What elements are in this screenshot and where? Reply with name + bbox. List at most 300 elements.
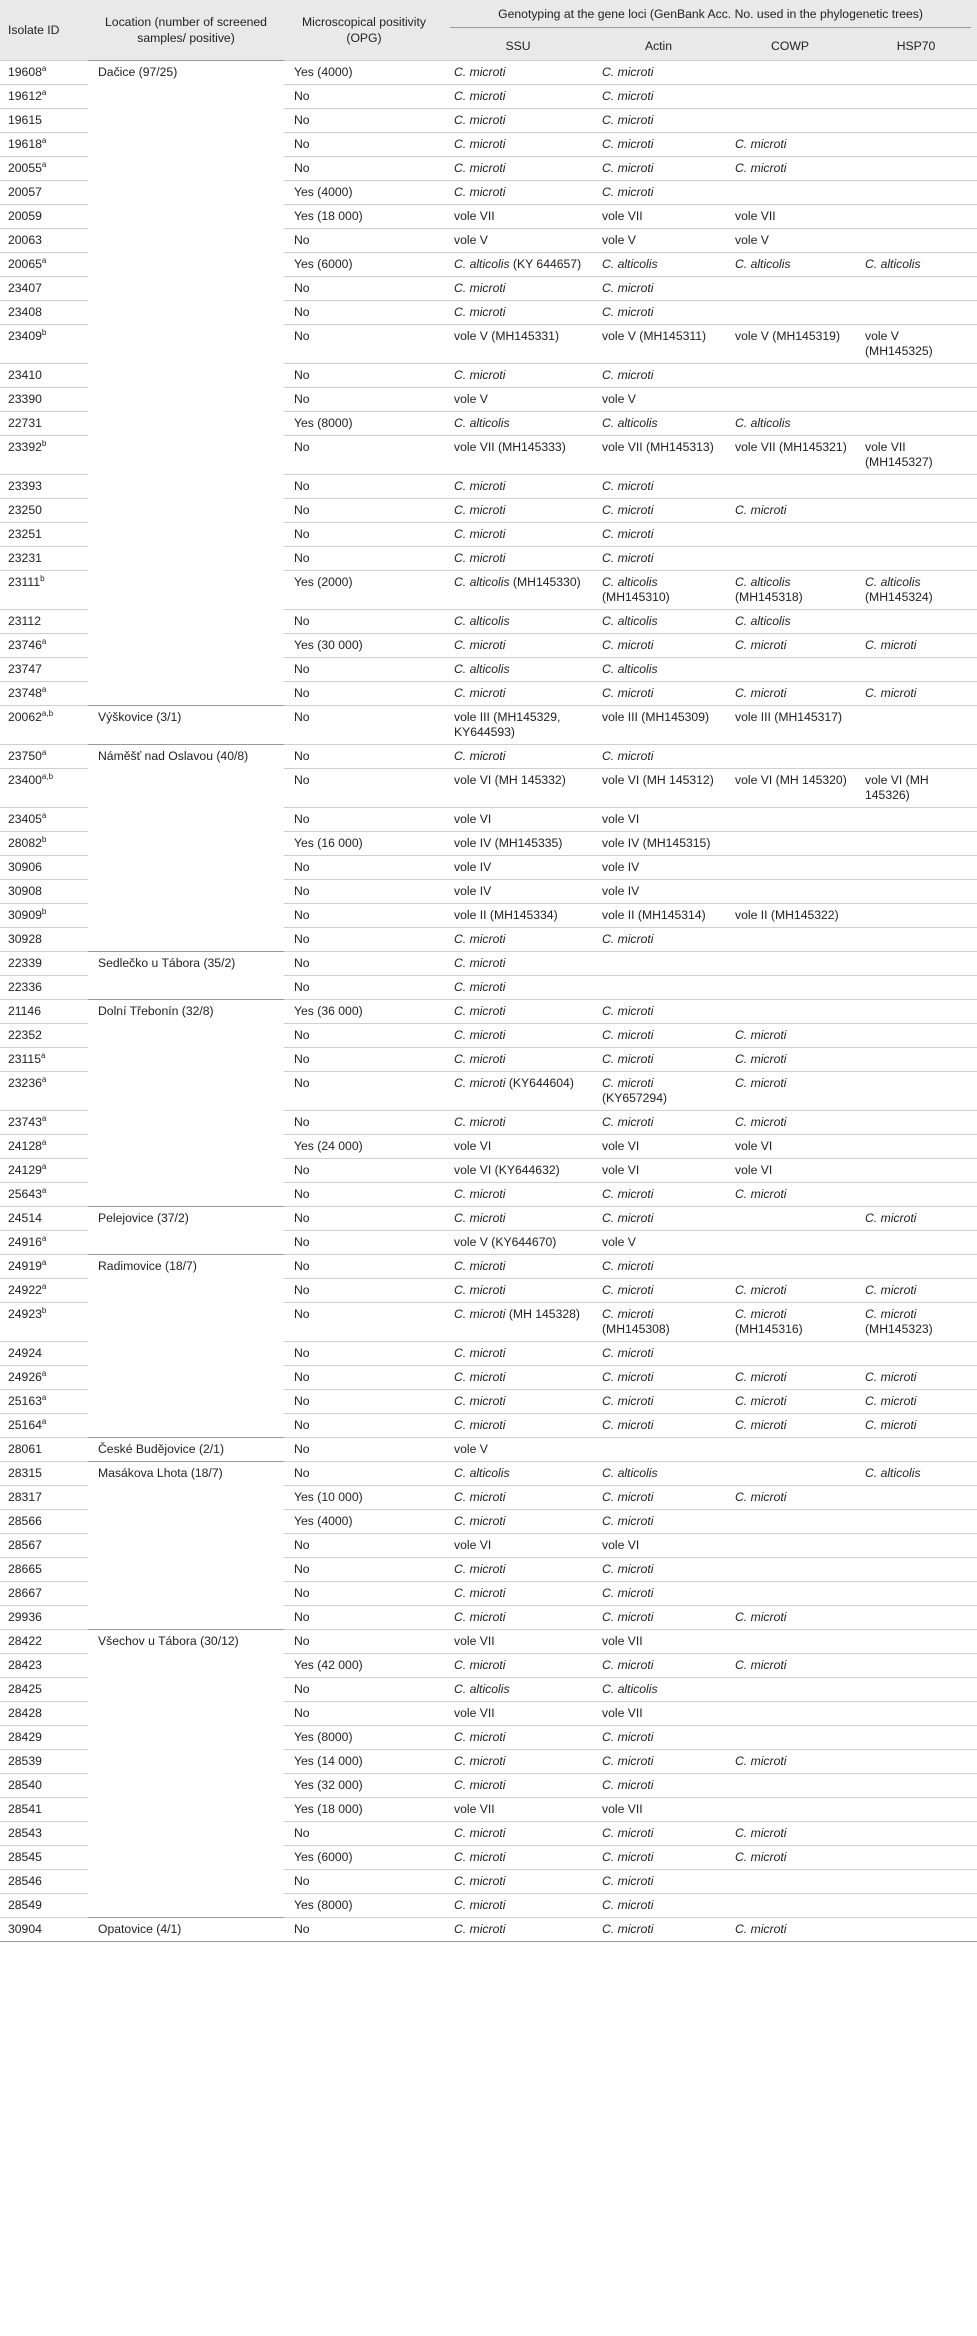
species-name: C. microti (735, 1610, 787, 1624)
isolate-id: 21146 (8, 1004, 41, 1018)
isolate-id-cell (0, 436, 88, 475)
microscopical-positivity-cell: No (284, 1159, 444, 1183)
species-name: C. microti (454, 185, 506, 199)
species-name: C. microti (602, 749, 654, 763)
actin-genotype-cell: vole VII (592, 1798, 725, 1822)
ssu-genotype-cell: C. alticolis (MH145330) (444, 571, 592, 610)
actin-genotype-cell (592, 745, 725, 769)
microscopical-positivity-cell: No (284, 658, 444, 682)
microscopical-positivity-cell: No (284, 1414, 444, 1438)
species-name: C. microti (454, 527, 506, 541)
table-row (0, 706, 977, 745)
species-name: C. alticolis (602, 257, 658, 271)
species-name: C. microti (454, 1778, 506, 1792)
microscopical-positivity-cell: No (284, 1390, 444, 1414)
microscopical-positivity-cell: Yes (14 000) (284, 1750, 444, 1774)
hsp-genotype-cell (855, 61, 977, 85)
isolate-id-cell (0, 1024, 88, 1048)
hsp-genotype-cell (855, 1846, 977, 1870)
cowp-genotype-cell (725, 1630, 855, 1654)
isolate-id: 23115 (8, 1052, 41, 1066)
hsp-genotype-cell (855, 1048, 977, 1072)
microscopical-positivity-cell: Yes (4000) (284, 181, 444, 205)
isolate-id: 30906 (8, 860, 42, 874)
footnote-marker: a (41, 684, 47, 694)
ssu-genotype-cell (444, 658, 592, 682)
isolate-id: 28545 (8, 1850, 42, 1864)
cowp-genotype-cell (725, 1870, 855, 1894)
ssu-genotype-cell (444, 1000, 592, 1024)
isolate-id: 23746 (8, 638, 42, 652)
ssu-genotype-cell: vole V (444, 388, 592, 412)
footnote-marker: a,b (41, 771, 54, 781)
hsp-genotype-cell: C. microti (MH145323) (855, 1303, 977, 1342)
species-name: C. microti (602, 1490, 654, 1504)
hsp-genotype-cell (855, 1111, 977, 1135)
ssu-genotype-cell: vole VII (444, 1798, 592, 1822)
hsp-genotype-cell (855, 412, 977, 436)
microscopical-positivity-cell: Yes (36 000) (284, 1000, 444, 1024)
species-name: C. microti (602, 932, 654, 946)
hsp-genotype-cell (855, 205, 977, 229)
species-name: C. microti (602, 1115, 654, 1129)
cowp-genotype-cell (725, 832, 855, 856)
microscopical-positivity-cell: No (284, 1255, 444, 1279)
footnote-marker: a (41, 1161, 47, 1171)
species-name: C. microti (454, 686, 506, 700)
microscopical-positivity-cell: No (284, 364, 444, 388)
footnote-marker: a (41, 87, 47, 97)
species-name: C. microti (454, 1187, 506, 1201)
actin-genotype-cell: vole V (MH145311) (592, 325, 725, 364)
species-name: C. microti (865, 1394, 917, 1408)
isolate-id-cell (0, 1558, 88, 1582)
ssu-genotype-cell (444, 1183, 592, 1207)
table-row (0, 952, 977, 976)
ssu-genotype-cell (444, 1111, 592, 1135)
isolate-id: 29936 (8, 1610, 42, 1624)
hsp-genotype-cell (855, 547, 977, 571)
species-name: C. microti (602, 89, 654, 103)
hsp-genotype-cell (855, 1606, 977, 1630)
actin-genotype-cell: C. microti (KY657294) (592, 1072, 725, 1111)
microscopical-positivity-cell: No (284, 1918, 444, 1942)
hsp-genotype-cell (855, 634, 977, 658)
species-name: C. microti (454, 980, 506, 994)
isolate-id-cell (0, 277, 88, 301)
species-name: C. microti (865, 1283, 917, 1297)
species-name: C. microti (454, 1418, 506, 1432)
hsp-genotype-cell (855, 808, 977, 832)
species-name: C. microti (454, 749, 506, 763)
ssu-genotype-cell (444, 475, 592, 499)
isolate-id-cell (0, 205, 88, 229)
species-name: C. microti (454, 1562, 506, 1576)
species-name: C. microti (454, 1394, 506, 1408)
ssu-genotype-cell (444, 745, 592, 769)
microscopical-positivity-cell: Yes (6000) (284, 253, 444, 277)
species-name: C. alticolis (454, 614, 510, 628)
cowp-genotype-cell (725, 976, 855, 1000)
isolate-id-cell (0, 976, 88, 1000)
footnote-marker: a (41, 1257, 47, 1267)
cowp-genotype-cell (725, 1255, 855, 1279)
footnote-marker: a (41, 747, 47, 757)
microscopical-positivity-cell: No (284, 880, 444, 904)
cowp-genotype-cell (725, 364, 855, 388)
isolate-id: 28429 (8, 1730, 42, 1744)
species-name: C. microti (602, 161, 654, 175)
actin-genotype-cell: vole III (MH145309) (592, 706, 725, 745)
actin-genotype-cell (592, 1342, 725, 1366)
actin-genotype-cell: C. alticolis (MH145310) (592, 571, 725, 610)
isolate-id-cell (0, 1774, 88, 1798)
isolate-id: 23392 (8, 440, 42, 454)
species-name: C. microti (602, 1562, 654, 1576)
isolate-id: 23409 (8, 329, 42, 343)
actin-genotype-cell: C. microti (MH145308) (592, 1303, 725, 1342)
actin-genotype-cell (592, 1183, 725, 1207)
cowp-genotype-cell: vole III (MH145317) (725, 706, 855, 745)
footnote-marker: a (41, 1113, 47, 1123)
species-name: C. microti (454, 1730, 506, 1744)
hsp-genotype-cell (855, 1231, 977, 1255)
hsp-genotype-cell (855, 1279, 977, 1303)
microscopical-positivity-cell: No (284, 229, 444, 253)
actin-genotype-cell (592, 1279, 725, 1303)
isolate-id-cell (0, 1279, 88, 1303)
species-name: C. microti (602, 1346, 654, 1360)
ssu-genotype-cell: vole VII (MH145333) (444, 436, 592, 475)
species-name: C. alticolis (865, 257, 921, 271)
species-name: C. microti (735, 1418, 787, 1432)
isolate-id: 24922 (8, 1283, 42, 1297)
species-name: C. microti (454, 1346, 506, 1360)
actin-genotype-cell: vole IV (592, 856, 725, 880)
isolate-id: 23743 (8, 1115, 42, 1129)
microscopical-positivity-cell: No (284, 1702, 444, 1726)
species-name: C. microti (454, 1658, 506, 1672)
actin-genotype-cell (592, 610, 725, 634)
species-name: C. microti (454, 1586, 506, 1600)
species-name: C. microti (602, 1898, 654, 1912)
hsp-genotype-cell (855, 1510, 977, 1534)
actin-genotype-cell (592, 1390, 725, 1414)
isolate-id-cell (0, 928, 88, 952)
ssu-genotype-cell (444, 1678, 592, 1702)
cowp-genotype-cell (725, 1894, 855, 1918)
isolate-id-cell (0, 1342, 88, 1366)
hsp-genotype-cell: C. alticolis (MH145324) (855, 571, 977, 610)
isolate-id: 22731 (8, 416, 42, 430)
isolate-id-cell (0, 658, 88, 682)
isolate-id-cell (0, 499, 88, 523)
species-name: C. microti (454, 1754, 506, 1768)
ssu-genotype-cell: vole VI (444, 1135, 592, 1159)
hsp-genotype-cell (855, 1534, 977, 1558)
species-name: C. microti (454, 1211, 506, 1225)
table-row (0, 1000, 977, 1024)
location-cell: Masákova Lhota (18/7) (88, 1462, 284, 1630)
actin-genotype-cell (592, 1438, 725, 1462)
microscopical-positivity-cell: No (284, 475, 444, 499)
species-name: C. microti (454, 503, 506, 517)
microscopical-positivity-cell: No (284, 706, 444, 745)
actin-genotype-cell (592, 1510, 725, 1534)
species-name: C. microti (454, 1898, 506, 1912)
microscopical-positivity-cell: No (284, 1231, 444, 1255)
hsp-genotype-cell (855, 1414, 977, 1438)
microscopical-positivity-cell: No (284, 301, 444, 325)
species-name: C. microti (454, 1307, 506, 1321)
species-name: C. microti (865, 1307, 917, 1321)
species-name: C. microti (454, 551, 506, 565)
microscopical-positivity-cell: No (284, 1072, 444, 1111)
isolate-id-cell (0, 769, 88, 808)
isolate-id: 28567 (8, 1538, 42, 1552)
isolate-id-cell (0, 1798, 88, 1822)
microscopical-positivity-cell: Yes (32 000) (284, 1774, 444, 1798)
isolate-id: 20057 (8, 185, 42, 199)
ssu-genotype-cell: vole VII (444, 1630, 592, 1654)
hsp-genotype-cell (855, 832, 977, 856)
isolate-id: 24916 (8, 1235, 42, 1249)
footnote-marker: b (41, 1305, 47, 1315)
species-name: C. microti (735, 1076, 787, 1090)
microscopical-positivity-cell: Yes (4000) (284, 1510, 444, 1534)
isolate-id: 28539 (8, 1754, 42, 1768)
ssu-genotype-cell (444, 1726, 592, 1750)
microscopical-positivity-cell: No (284, 277, 444, 301)
microscopical-positivity-cell: No (284, 1438, 444, 1462)
cowp-genotype-cell (725, 1606, 855, 1630)
footnote-marker: b (41, 327, 47, 337)
isolate-id: 23410 (8, 368, 42, 382)
species-name: C. microti (454, 638, 506, 652)
hsp-genotype-cell (855, 1255, 977, 1279)
actin-genotype-cell: vole VII (MH145313) (592, 436, 725, 475)
footnote-marker: a (41, 1233, 47, 1243)
ssu-genotype-cell (444, 952, 592, 976)
isolate-id: 28543 (8, 1826, 42, 1840)
isolate-id-cell (0, 388, 88, 412)
hsp-genotype-cell (855, 229, 977, 253)
table-row (0, 1438, 977, 1462)
species-name: C. microti (735, 161, 787, 175)
species-name: C. alticolis (602, 416, 658, 430)
microscopical-positivity-cell: Yes (8000) (284, 412, 444, 436)
isolate-id: 19612 (8, 89, 42, 103)
microscopical-positivity-cell: No (284, 1582, 444, 1606)
species-name: C. alticolis (865, 575, 921, 589)
hsp-genotype-cell (855, 610, 977, 634)
species-name: C. microti (454, 479, 506, 493)
ssu-genotype-cell: vole VII (444, 1702, 592, 1726)
footnote-marker: b (41, 906, 47, 916)
isolate-id: 28667 (8, 1586, 42, 1600)
actin-genotype-cell: vole IV (592, 880, 725, 904)
isolate-id-cell (0, 1702, 88, 1726)
ssu-genotype-cell: vole V (KY644670) (444, 1231, 592, 1255)
cowp-genotype-cell (725, 1183, 855, 1207)
hsp-genotype-cell (855, 1000, 977, 1024)
hsp-genotype-cell (855, 499, 977, 523)
microscopical-positivity-cell: Yes (18 000) (284, 205, 444, 229)
species-name: C. microti (602, 1418, 654, 1432)
isolate-id-cell (0, 364, 88, 388)
ssu-genotype-cell (444, 1822, 592, 1846)
ssu-genotype-cell (444, 1894, 592, 1918)
header-microscopical-positivity: Microscopical positivity (OPG) (284, 0, 444, 61)
ssu-genotype-cell (444, 1750, 592, 1774)
isolate-id-cell (0, 523, 88, 547)
species-name: C. microti (602, 65, 654, 79)
ssu-genotype-cell (444, 1366, 592, 1390)
species-name: C. alticolis (735, 575, 791, 589)
cowp-genotype-cell (725, 745, 855, 769)
isolate-id: 20065 (8, 257, 42, 271)
microscopical-positivity-cell: No (284, 1558, 444, 1582)
actin-genotype-cell (592, 1462, 725, 1486)
species-name: C. microti (735, 137, 787, 151)
cowp-genotype-cell (725, 1774, 855, 1798)
ssu-genotype-cell (444, 157, 592, 181)
actin-genotype-cell: vole VI (MH 145312) (592, 769, 725, 808)
species-name: C. microti (735, 1394, 787, 1408)
actin-genotype-cell: vole VI (592, 1534, 725, 1558)
location-cell: Radimovice (18/7) (88, 1255, 284, 1438)
actin-genotype-cell: vole VII (592, 1630, 725, 1654)
hsp-genotype-cell (855, 523, 977, 547)
cowp-genotype-cell (725, 1702, 855, 1726)
microscopical-positivity-cell: No (284, 610, 444, 634)
species-name: C. microti (602, 137, 654, 151)
ssu-genotype-cell (444, 1024, 592, 1048)
hsp-genotype-cell (855, 682, 977, 706)
isolate-id-cell (0, 952, 88, 976)
species-name: C. microti (602, 1028, 654, 1042)
ssu-genotype-cell (444, 1414, 592, 1438)
hsp-genotype-cell (855, 1342, 977, 1366)
species-name: C. microti (454, 305, 506, 319)
microscopical-positivity-cell: No (284, 1183, 444, 1207)
species-name: C. microti (602, 686, 654, 700)
microscopical-positivity-cell: No (284, 1678, 444, 1702)
table-body (0, 61, 977, 1942)
isolate-id-cell (0, 1390, 88, 1414)
isolate-id-cell (0, 1414, 88, 1438)
cowp-genotype-cell (725, 157, 855, 181)
ssu-genotype-cell (444, 1846, 592, 1870)
cowp-genotype-cell (725, 1510, 855, 1534)
table-row (0, 1255, 977, 1279)
microscopical-positivity-cell: Yes (16 000) (284, 832, 444, 856)
cowp-genotype-cell (725, 1000, 855, 1024)
cowp-genotype-cell: vole II (MH145322) (725, 904, 855, 928)
microscopical-positivity-cell: No (284, 856, 444, 880)
ssu-genotype-cell (444, 1486, 592, 1510)
table-row (0, 61, 977, 85)
actin-genotype-cell (592, 1894, 725, 1918)
isolate-id-cell (0, 301, 88, 325)
cowp-genotype-cell (725, 1279, 855, 1303)
isolate-id-cell (0, 475, 88, 499)
isolate-id-cell (0, 1630, 88, 1654)
ssu-genotype-cell (444, 277, 592, 301)
microscopical-positivity-cell: No (284, 808, 444, 832)
microscopical-positivity-cell: No (284, 523, 444, 547)
microscopical-positivity-cell: No (284, 682, 444, 706)
hsp-genotype-cell (855, 1822, 977, 1846)
species-name: C. microti (865, 1211, 917, 1225)
cowp-genotype-cell: vole VII (725, 205, 855, 229)
actin-genotype-cell (592, 1678, 725, 1702)
cowp-genotype-cell (725, 181, 855, 205)
footnote-marker: a (41, 1416, 47, 1426)
cowp-genotype-cell (725, 1534, 855, 1558)
microscopical-positivity-cell: No (284, 133, 444, 157)
species-name: C. microti (602, 1514, 654, 1528)
cowp-genotype-cell (725, 658, 855, 682)
actin-genotype-cell (592, 157, 725, 181)
isolate-id-cell (0, 1870, 88, 1894)
isolate-id: 19618 (8, 137, 42, 151)
hsp-genotype-cell (855, 1183, 977, 1207)
hsp-genotype-cell (855, 1462, 977, 1486)
microscopical-positivity-cell: Yes (18 000) (284, 1798, 444, 1822)
header-hsp70: HSP70 (855, 34, 977, 61)
actin-genotype-cell (592, 253, 725, 277)
hsp-genotype-cell (855, 1486, 977, 1510)
actin-genotype-cell (592, 301, 725, 325)
ssu-genotype-cell (444, 109, 592, 133)
actin-genotype-cell (592, 1846, 725, 1870)
species-name: C. microti (865, 1418, 917, 1432)
species-name: C. microti (735, 1754, 787, 1768)
hsp-genotype-cell (855, 1918, 977, 1942)
cowp-genotype-cell (725, 523, 855, 547)
isolate-id-cell (0, 109, 88, 133)
species-name: C. microti (602, 479, 654, 493)
hsp-genotype-cell (855, 928, 977, 952)
species-name: C. microti (454, 1514, 506, 1528)
cowp-genotype-cell (725, 499, 855, 523)
isolate-id: 25163 (8, 1394, 42, 1408)
isolate-id: 28315 (8, 1466, 42, 1480)
actin-genotype-cell (592, 181, 725, 205)
isolate-id: 28423 (8, 1658, 42, 1672)
actin-genotype-cell (592, 61, 725, 85)
species-name: C. microti (454, 1490, 506, 1504)
ssu-genotype-cell: vole V (444, 1438, 592, 1462)
species-name: C. microti (454, 1826, 506, 1840)
species-name: C. microti (602, 638, 654, 652)
isolate-id: 25643 (8, 1187, 42, 1201)
footnote-marker: a (41, 1281, 47, 1291)
hsp-genotype-cell (855, 1159, 977, 1183)
ssu-genotype-cell (444, 1462, 592, 1486)
cowp-genotype-cell (725, 1366, 855, 1390)
cowp-genotype-cell (725, 1462, 855, 1486)
species-name: C. alticolis (454, 416, 510, 430)
actin-genotype-cell: vole V (592, 388, 725, 412)
isolate-id-cell (0, 1072, 88, 1111)
microscopical-positivity-cell: No (284, 109, 444, 133)
hsp-genotype-cell (855, 109, 977, 133)
species-name: C. microti (735, 1490, 787, 1504)
hsp-genotype-cell (855, 1135, 977, 1159)
species-name: C. microti (602, 1922, 654, 1936)
